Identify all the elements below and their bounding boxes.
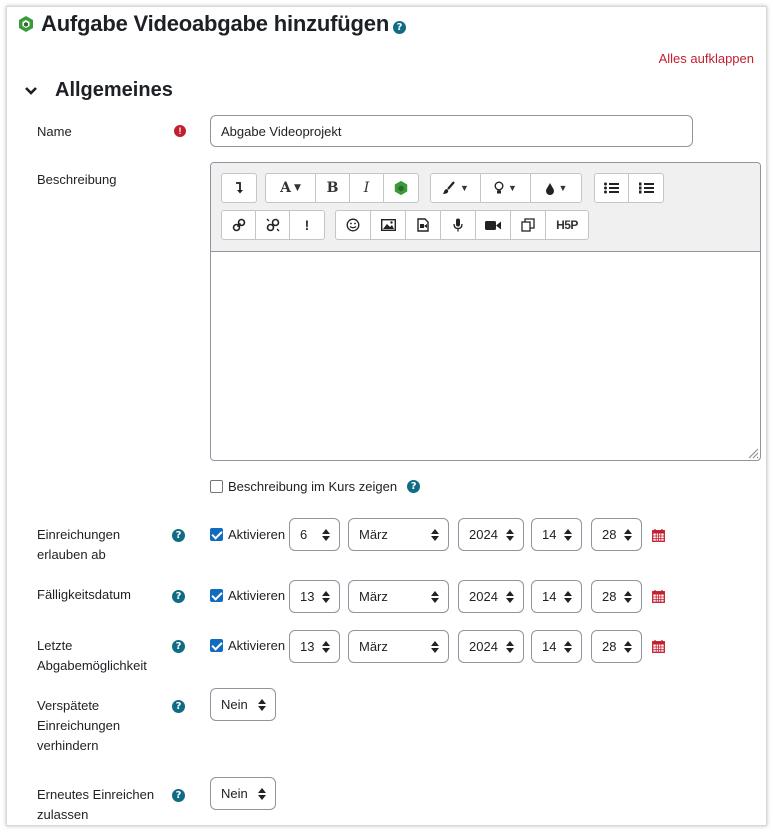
drop-icon[interactable]: ▼ <box>531 174 581 202</box>
help-icon[interactable]: ? <box>172 590 185 603</box>
toolbar-group-media <box>335 210 589 240</box>
sort-arrows-icon <box>624 640 632 654</box>
month-select[interactable]: März <box>348 630 449 663</box>
toolbar-group-collapse <box>221 173 257 203</box>
show-description-label: Beschreibung im Kurs zeigen <box>228 479 398 494</box>
help-icon[interactable]: ? <box>172 640 185 653</box>
minute-select[interactable]: 28 <box>591 518 642 551</box>
due-date-label: Fälligkeitsdatum <box>37 587 131 602</box>
help-icon[interactable]: ? <box>407 480 420 493</box>
editor-toolbar <box>211 163 760 252</box>
font-icon[interactable]: A ▼ <box>266 174 316 202</box>
editor-content-area[interactable] <box>211 252 760 460</box>
sort-arrows-icon <box>564 528 572 542</box>
minute-select[interactable]: 28 <box>591 630 642 663</box>
lightbulb-icon[interactable]: ▼ <box>481 174 531 202</box>
italic-icon[interactable]: I <box>350 174 384 202</box>
sort-arrows-icon <box>624 528 632 542</box>
toolbar-group-colors <box>430 173 582 203</box>
sort-arrows-icon <box>506 528 514 542</box>
enable-checkbox[interactable] <box>210 528 223 541</box>
calendar-icon[interactable] <box>652 529 665 542</box>
required-icon: ! <box>174 125 186 137</box>
collapse-icon[interactable] <box>222 174 256 202</box>
show-description-checkbox[interactable] <box>210 480 223 493</box>
prevent-late-label: Verspätete Einreichungen verhindern <box>37 698 121 753</box>
sort-arrows-icon <box>258 698 266 712</box>
minute-select[interactable]: 28 <box>591 580 642 613</box>
sort-arrows-icon <box>624 590 632 604</box>
description-editor[interactable] <box>210 162 761 461</box>
brush-icon[interactable]: ▼ <box>431 174 481 202</box>
emoji-icon[interactable] <box>336 211 371 239</box>
sort-arrows-icon <box>506 590 514 604</box>
bullet-list-icon[interactable] <box>595 174 629 202</box>
name-input[interactable] <box>210 115 693 147</box>
prevent-late-select[interactable]: Nein <box>210 688 276 721</box>
name-label: Name <box>37 124 72 139</box>
exclamation-icon[interactable]: ! <box>304 217 310 233</box>
media-icon[interactable] <box>406 211 441 239</box>
show-description-row <box>210 479 420 494</box>
section-title: Allgemeines <box>55 79 173 101</box>
enable-label: Aktivieren <box>228 527 286 542</box>
activity-logo-icon <box>17 15 35 33</box>
hour-select[interactable]: 14 <box>531 630 582 663</box>
enable-checkbox[interactable] <box>210 639 223 652</box>
year-select[interactable]: 2024 <box>458 580 524 613</box>
unlink-icon[interactable] <box>256 211 290 239</box>
sort-arrows-icon <box>431 590 439 604</box>
month-select[interactable]: März <box>348 518 449 551</box>
resubmit-label: Erneutes Einreichen zulassen <box>37 787 155 822</box>
toolbar-group-lists <box>594 173 664 203</box>
sort-arrows-icon <box>431 528 439 542</box>
description-label: Beschreibung <box>37 172 117 187</box>
help-icon[interactable]: ? <box>172 529 185 542</box>
copy-icon[interactable] <box>511 211 546 239</box>
calendar-icon[interactable] <box>652 590 665 603</box>
name-input-value: Abgabe Videoprojekt <box>221 123 342 139</box>
microphone-icon[interactable] <box>441 211 476 239</box>
toolbar-group-style <box>265 173 419 203</box>
day-select[interactable]: 13 <box>289 630 340 663</box>
due-date-enable <box>210 588 285 603</box>
plugin-icon[interactable] <box>384 174 418 202</box>
sort-arrows-icon <box>564 590 572 604</box>
expand-all-link[interactable]: Alles aufklappen <box>658 51 754 66</box>
image-icon[interactable] <box>371 211 406 239</box>
section-header-general[interactable] <box>25 79 173 102</box>
page-title: Aufgabe Videoabgabe hinzufügen <box>41 11 390 36</box>
toolbar-group-links <box>221 210 325 240</box>
enable-label: Aktivieren <box>228 588 286 603</box>
enable-checkbox[interactable] <box>210 589 223 602</box>
sort-arrows-icon <box>322 640 330 654</box>
page-frame <box>6 6 767 826</box>
numbered-list-icon[interactable] <box>629 174 663 202</box>
hour-select[interactable]: 14 <box>531 518 582 551</box>
enable-label: Aktivieren <box>228 638 286 653</box>
help-icon[interactable]: ? <box>172 789 185 802</box>
sort-arrows-icon <box>258 787 266 801</box>
allow-submissions-enable <box>210 527 285 542</box>
h5p-icon[interactable]: H5P <box>556 218 578 232</box>
resubmit-select[interactable]: Nein <box>210 777 276 810</box>
cutoff-date-enable <box>210 638 285 653</box>
year-select[interactable]: 2024 <box>458 630 524 663</box>
sort-arrows-icon <box>322 528 330 542</box>
cutoff-date-label: Letzte Abgabemöglichkeit <box>37 638 147 673</box>
day-select[interactable]: 6 <box>289 518 340 551</box>
day-select[interactable]: 13 <box>289 580 340 613</box>
help-icon[interactable]: ? <box>393 21 406 34</box>
sort-arrows-icon <box>431 640 439 654</box>
resize-handle-icon[interactable] <box>747 447 759 459</box>
allow-submissions-from-label: Einreichungen erlauben ab <box>37 527 121 562</box>
video-icon[interactable] <box>476 211 511 239</box>
help-icon[interactable]: ? <box>172 700 185 713</box>
sort-arrows-icon <box>322 590 330 604</box>
hour-select[interactable]: 14 <box>531 580 582 613</box>
link-icon[interactable] <box>222 211 256 239</box>
chevron-down-icon <box>25 86 37 96</box>
calendar-icon[interactable] <box>652 640 665 653</box>
month-select[interactable]: März <box>348 580 449 613</box>
page-header <box>17 11 406 37</box>
year-select[interactable]: 2024 <box>458 518 524 551</box>
sort-arrows-icon <box>564 640 572 654</box>
sort-arrows-icon <box>506 640 514 654</box>
bold-icon[interactable]: B <box>316 174 350 202</box>
